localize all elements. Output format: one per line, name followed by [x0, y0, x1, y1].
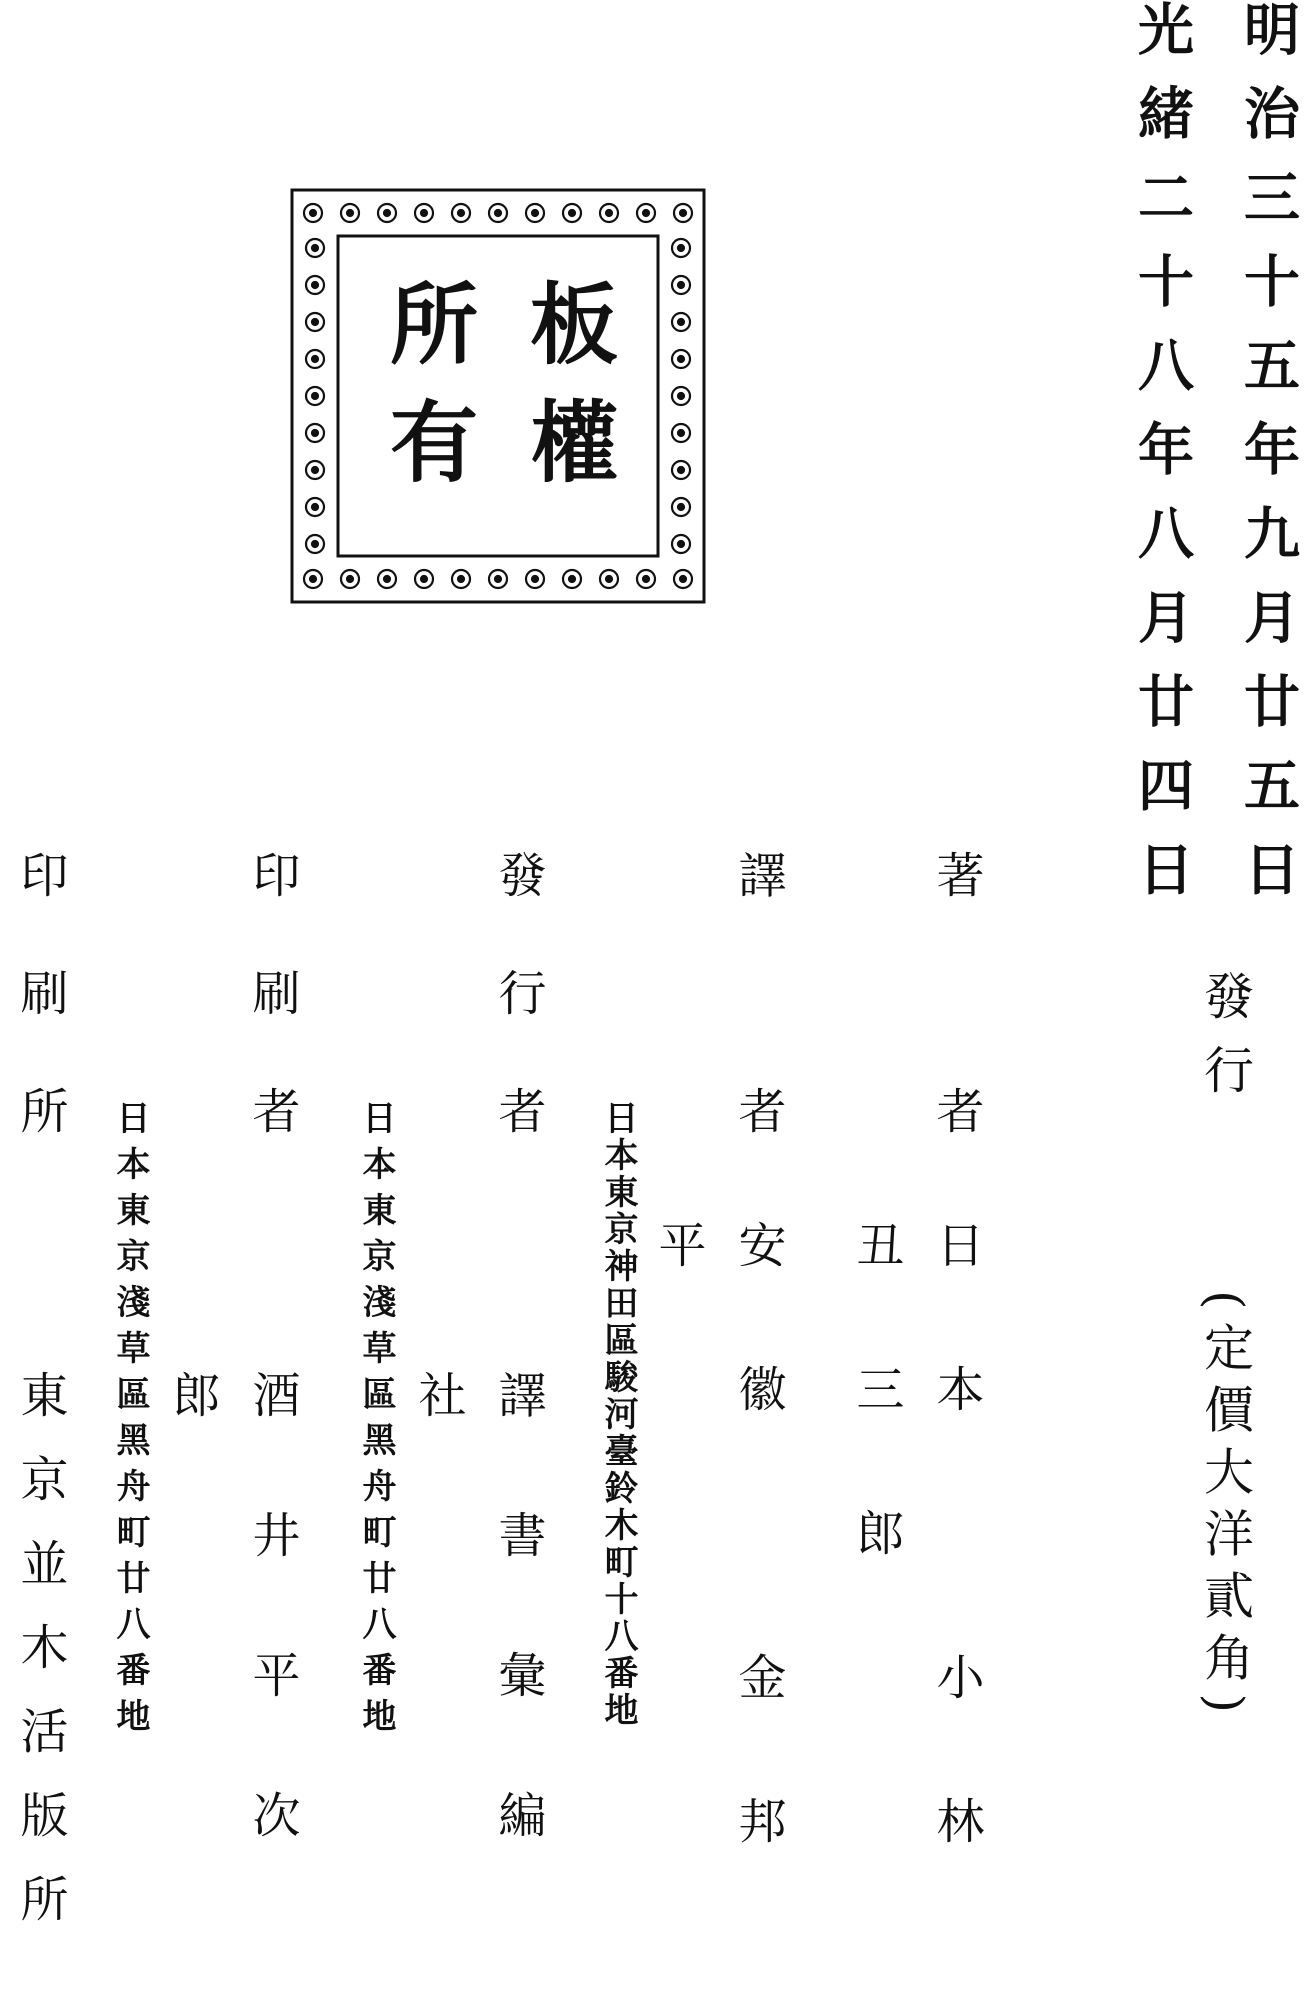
printer-label: 印刷者 [244, 850, 300, 1204]
guangxu-date: 光緒二十八年八月廿四日 [1129, 0, 1195, 924]
meiji-date: 明治三十五年九月廿五日 [1235, 0, 1301, 924]
printer-address: 日本東京淺草區黑舟町廿八番地 [356, 1100, 396, 1744]
translator-name: 安徽 金邦平 [650, 1220, 786, 1940]
seal-char: 所有 [376, 278, 480, 514]
publisher-name: 譯書彙編社 [410, 1370, 546, 1930]
seal-char: 板權 [516, 278, 620, 514]
translator-label: 譯 者 [730, 850, 786, 1204]
printer-name: 酒井平次郎 [164, 1370, 300, 1930]
author-name: 日本 小林丑三郎 [848, 1220, 984, 1940]
issue-label: 發行 [1196, 970, 1254, 1118]
publisher-address: 日本東京神田區駿河臺鈴木町十八番地 [598, 1100, 638, 1729]
seal-column-left [376, 256, 480, 536]
printshop-label: 印刷所 [12, 850, 68, 1204]
price-note: (定價大洋貳角) [1196, 1290, 1254, 1726]
printshop-address: 日本東京淺草區黑舟町廿八番地 [110, 1100, 150, 1744]
copyright-seal [288, 186, 708, 606]
printshop-name: 東京並木活版所 [12, 1370, 68, 1958]
seal-column-right [516, 256, 620, 536]
author-label: 著 者 [928, 850, 984, 1204]
publisher-label: 發行者 [490, 850, 546, 1204]
